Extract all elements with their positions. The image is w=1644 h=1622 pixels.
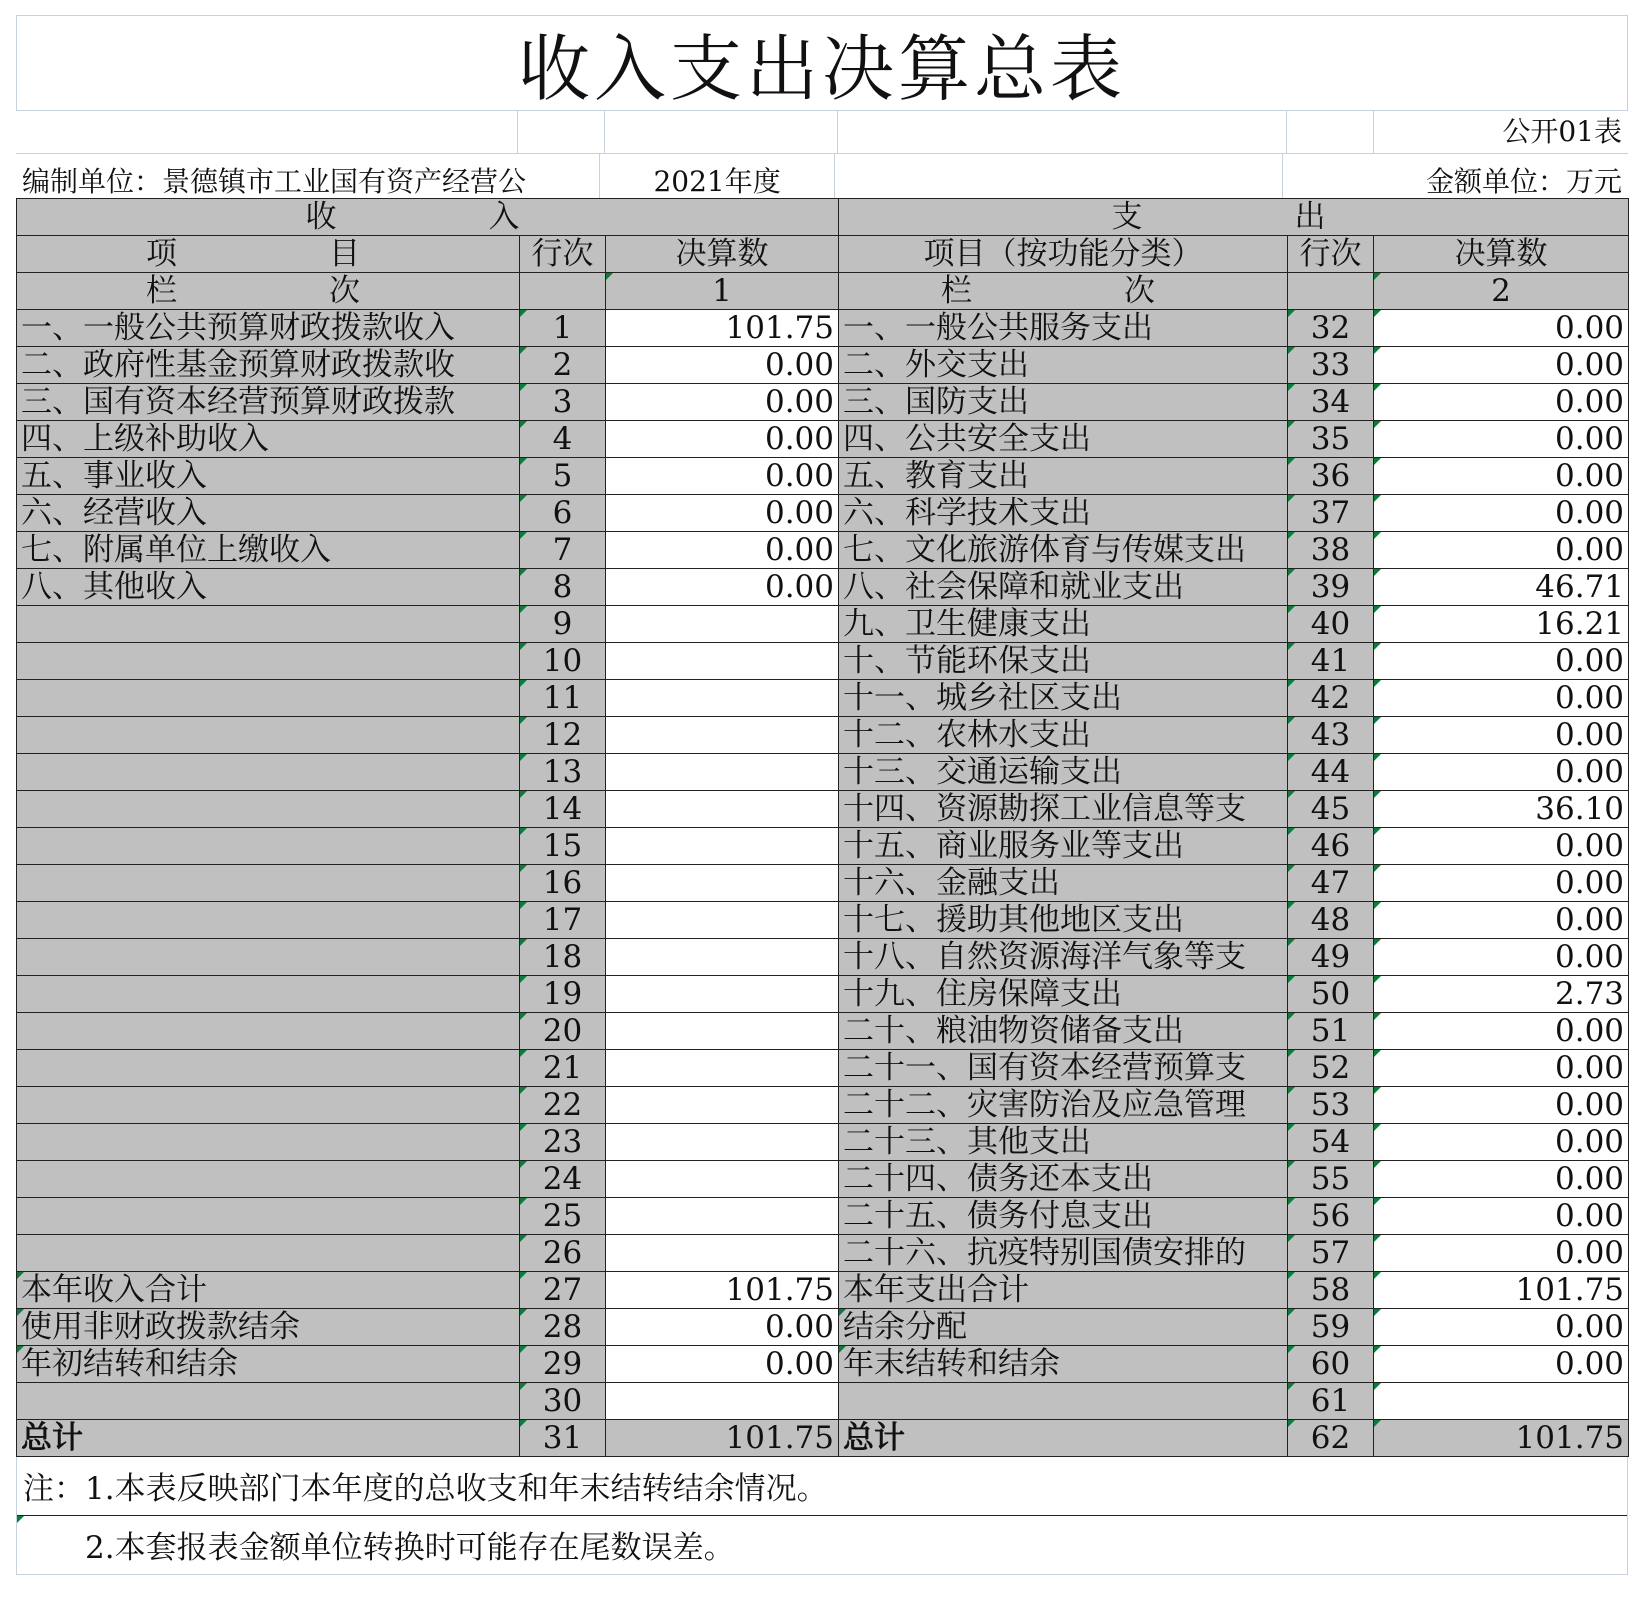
income-column-number: 1: [606, 273, 839, 310]
blank-cell: [518, 111, 605, 153]
income-amount: [606, 680, 839, 717]
income-item-name: [17, 643, 520, 680]
expense-group-header: 支 出: [839, 199, 1629, 236]
income-amount: [606, 1124, 839, 1161]
income-row-no: 30: [520, 1383, 606, 1420]
expense-item-name: 二、外交支出: [839, 347, 1288, 384]
expense-amount: 0.00: [1374, 680, 1629, 717]
table-row: [17, 495, 1629, 532]
expense-item-name: 三、国防支出: [839, 384, 1288, 421]
column-label-row: [17, 273, 1629, 310]
note-1: 注：1.本表反映部门本年度的总收支和年末结转结余情况。: [23, 1471, 828, 1507]
table-row: [17, 606, 1629, 643]
table-row: [17, 828, 1629, 865]
expense-row-no: 40: [1288, 606, 1374, 643]
expense-item-name: 二十、粮油物资储备支出: [839, 1013, 1288, 1050]
expense-row-no: 57: [1288, 1235, 1374, 1272]
expense-amount: 0.00: [1374, 828, 1629, 865]
income-amount: 0.00: [606, 1346, 839, 1383]
income-amount: 101.75: [606, 310, 839, 347]
expense-row-no: 42: [1288, 680, 1374, 717]
income-row-no: 8: [520, 569, 606, 606]
expense-row-no: 41: [1288, 643, 1374, 680]
income-row-no: 27: [520, 1272, 606, 1309]
income-item-name: 年初结转和结余: [17, 1346, 520, 1383]
income-row-no: 16: [520, 865, 606, 902]
expense-item-name: 十三、交通运输支出: [839, 754, 1288, 791]
income-amount: [606, 828, 839, 865]
expense-amount: 0.00: [1374, 532, 1629, 569]
income-row-no: 6: [520, 495, 606, 532]
info-row: [16, 153, 1628, 198]
income-item-name: [17, 1235, 520, 1272]
expense-row-no: 61: [1288, 1383, 1374, 1420]
expense-amount: 0.00: [1374, 1346, 1629, 1383]
income-row-no: 17: [520, 902, 606, 939]
expense-amount: 101.75: [1374, 1420, 1629, 1457]
expense-row-no: 47: [1288, 865, 1374, 902]
income-amount: [606, 939, 839, 976]
income-amount: [606, 1013, 839, 1050]
expense-row-no: 34: [1288, 384, 1374, 421]
expense-row-no: 53: [1288, 1087, 1374, 1124]
income-item-name: 二、政府性基金预算财政拨款收: [17, 347, 520, 384]
expense-item-name: 七、文化旅游体育与传媒支出: [839, 532, 1288, 569]
expense-amount-header: 决算数: [1374, 236, 1629, 273]
income-amount: [606, 902, 839, 939]
expense-amount: 0.00: [1374, 458, 1629, 495]
income-amount: 0.00: [606, 532, 839, 569]
table-row: [17, 865, 1629, 902]
blank-cell: [1287, 111, 1374, 153]
blank-cell: [16, 111, 518, 153]
expense-amount: 0.00: [1374, 310, 1629, 347]
income-amount: 0.00: [606, 458, 839, 495]
income-item-name: 五、事业收入: [17, 458, 520, 495]
income-item-name: 八、其他收入: [17, 569, 520, 606]
income-item-name: [17, 606, 520, 643]
expense-amount: 0.00: [1374, 1198, 1629, 1235]
expense-amount: 0.00: [1374, 754, 1629, 791]
expense-row-no: 44: [1288, 754, 1374, 791]
income-group-header: 收 入: [17, 199, 839, 236]
income-amount: [606, 1050, 839, 1087]
income-item-name: [17, 754, 520, 791]
income-item-name: [17, 828, 520, 865]
expense-amount: 36.10: [1374, 791, 1629, 828]
expense-row-no: 43: [1288, 717, 1374, 754]
table-row: [17, 791, 1629, 828]
table-row: [17, 310, 1629, 347]
table-row: [17, 1124, 1629, 1161]
income-amount: [606, 1161, 839, 1198]
income-item-name: [17, 1050, 520, 1087]
income-row-no: 2: [520, 347, 606, 384]
income-row-no: 4: [520, 421, 606, 458]
income-item-name: 三、国有资本经营预算财政拨款: [17, 384, 520, 421]
income-item-name: 使用非财政拨款结余: [17, 1309, 520, 1346]
expense-item-name: 结余分配: [839, 1309, 1288, 1346]
income-item-name: [17, 791, 520, 828]
expense-item-name: 五、教育支出: [839, 458, 1288, 495]
expense-row-no: 48: [1288, 902, 1374, 939]
expense-amount: 0.00: [1374, 643, 1629, 680]
income-amount: 0.00: [606, 569, 839, 606]
table-row: [17, 1087, 1629, 1124]
table-row: [17, 1420, 1629, 1457]
table-code: 公开01表: [1502, 115, 1623, 148]
income-amount-header: 决算数: [606, 236, 839, 273]
expense-row-no: 38: [1288, 532, 1374, 569]
income-item-name: [17, 717, 520, 754]
income-item-header: 项 目: [17, 236, 520, 273]
page-title: 收入支出决算总表: [517, 27, 1126, 111]
blank-cell: [838, 111, 1287, 153]
table-row: [17, 939, 1629, 976]
expense-item-name: 十、节能环保支出: [839, 643, 1288, 680]
blank-cell: [520, 273, 606, 310]
expense-row-no: 37: [1288, 495, 1374, 532]
expense-row-no: 45: [1288, 791, 1374, 828]
table-row: [17, 976, 1629, 1013]
note-2: 2.本套报表金额单位转换时可能存在尾数误差。: [17, 1515, 1627, 1574]
income-item-name: [17, 1124, 520, 1161]
table-row: [17, 569, 1629, 606]
table-row: [17, 421, 1629, 458]
income-row-no: 12: [520, 717, 606, 754]
expense-amount: 0.00: [1374, 865, 1629, 902]
income-row-no: 31: [520, 1420, 606, 1457]
expense-item-name: 十二、农林水支出: [839, 717, 1288, 754]
expense-item-name: 年末结转和结余: [839, 1346, 1288, 1383]
income-row-no: 11: [520, 680, 606, 717]
expense-amount: 101.75: [1374, 1272, 1629, 1309]
income-item-name: [17, 1161, 520, 1198]
income-amount: 0.00: [606, 347, 839, 384]
expense-amount: 0.00: [1374, 347, 1629, 384]
expense-row-no: 60: [1288, 1346, 1374, 1383]
income-amount: 0.00: [606, 1309, 839, 1346]
income-item-name: [17, 939, 520, 976]
group-header-row: [17, 199, 1629, 236]
table-row: [17, 1198, 1629, 1235]
expense-amount: 46.71: [1374, 569, 1629, 606]
income-amount: 0.00: [606, 384, 839, 421]
year-label: 2021年度: [600, 154, 836, 198]
column-header-row: [17, 236, 1629, 273]
expense-amount: 0.00: [1374, 1124, 1629, 1161]
income-row-no: 20: [520, 1013, 606, 1050]
income-amount: [606, 791, 839, 828]
amount-unit: 金额单位：万元: [1425, 165, 1622, 198]
expense-row-no: 52: [1288, 1050, 1374, 1087]
table-row: [17, 458, 1629, 495]
table-row: [17, 1161, 1629, 1198]
expense-item-name: 十四、资源勘探工业信息等支: [839, 791, 1288, 828]
notes: [16, 1457, 1628, 1575]
expense-amount: 0.00: [1374, 421, 1629, 458]
expense-row-no: 46: [1288, 828, 1374, 865]
income-column-label: 栏 次: [17, 273, 520, 310]
income-row-no: 26: [520, 1235, 606, 1272]
income-row-no: 5: [520, 458, 606, 495]
blank-cell: [1288, 273, 1374, 310]
income-row-no: 14: [520, 791, 606, 828]
income-amount: [606, 1087, 839, 1124]
income-amount: [606, 1198, 839, 1235]
expense-row-no: 33: [1288, 347, 1374, 384]
expense-amount: 0.00: [1374, 1235, 1629, 1272]
income-amount: [606, 754, 839, 791]
expense-row-no: 39: [1288, 569, 1374, 606]
expense-row-no: 32: [1288, 310, 1374, 347]
expense-item-name: 十九、住房保障支出: [839, 976, 1288, 1013]
income-amount: 101.75: [606, 1420, 839, 1457]
expense-row-no-header: 行次: [1288, 236, 1374, 273]
income-row-no: 23: [520, 1124, 606, 1161]
income-amount: [606, 717, 839, 754]
expense-item-name: 二十六、抗疫特别国债安排的: [839, 1235, 1288, 1272]
expense-amount: 0.00: [1374, 717, 1629, 754]
expense-amount: 0.00: [1374, 495, 1629, 532]
income-row-no: 3: [520, 384, 606, 421]
income-row-no: 9: [520, 606, 606, 643]
table-row: [17, 680, 1629, 717]
income-amount: [606, 1383, 839, 1420]
income-item-name: 六、经营收入: [17, 495, 520, 532]
expense-amount: 0.00: [1374, 1161, 1629, 1198]
expense-amount: 0.00: [1374, 939, 1629, 976]
expense-amount: 16.21: [1374, 606, 1629, 643]
expense-amount: 0.00: [1374, 1013, 1629, 1050]
budget-table: [16, 198, 1629, 1457]
expense-amount: 0.00: [1374, 384, 1629, 421]
income-amount: 101.75: [606, 1272, 839, 1309]
income-row-no-header: 行次: [520, 236, 606, 273]
income-amount: [606, 1235, 839, 1272]
report-sheet: [16, 15, 1628, 1575]
expense-row-no: 50: [1288, 976, 1374, 1013]
table-row: [17, 1013, 1629, 1050]
expense-item-name: 本年支出合计: [839, 1272, 1288, 1309]
expense-item-name: 二十五、债务付息支出: [839, 1198, 1288, 1235]
table-row: [17, 754, 1629, 791]
table-row: [17, 1383, 1629, 1420]
income-row-no: 10: [520, 643, 606, 680]
expense-item-name: 总计: [839, 1420, 1288, 1457]
unit-label: 编制单位：景德镇市工业国有资产经营公: [16, 154, 600, 198]
income-item-name: 七、附属单位上缴收入: [17, 532, 520, 569]
expense-amount: [1374, 1383, 1629, 1420]
expense-amount: 0.00: [1374, 1309, 1629, 1346]
income-row-no: 19: [520, 976, 606, 1013]
income-amount: 0.00: [606, 495, 839, 532]
expense-item-name: [839, 1383, 1288, 1420]
table-row: [17, 347, 1629, 384]
expense-amount: 0.00: [1374, 902, 1629, 939]
income-row-no: 29: [520, 1346, 606, 1383]
table-row: [17, 1346, 1629, 1383]
expense-row-no: 59: [1288, 1309, 1374, 1346]
expense-amount: 0.00: [1374, 1050, 1629, 1087]
table-row: [17, 1235, 1629, 1272]
income-item-name: 总计: [17, 1420, 520, 1457]
income-row-no: 1: [520, 310, 606, 347]
table-body: [17, 310, 1629, 1457]
income-row-no: 28: [520, 1309, 606, 1346]
income-item-name: 一、一般公共预算财政拨款收入: [17, 310, 520, 347]
expense-column-label: 栏 次: [839, 273, 1288, 310]
expense-item-name: 一、一般公共服务支出: [839, 310, 1288, 347]
income-amount: [606, 865, 839, 902]
income-amount: [606, 643, 839, 680]
blank-cell: [605, 111, 838, 153]
table-row: [17, 1309, 1629, 1346]
income-row-no: 22: [520, 1087, 606, 1124]
income-amount: [606, 976, 839, 1013]
table-row: [17, 902, 1629, 939]
income-amount: 0.00: [606, 421, 839, 458]
expense-amount: 2.73: [1374, 976, 1629, 1013]
expense-item-name: 十七、援助其他地区支出: [839, 902, 1288, 939]
expense-row-no: 55: [1288, 1161, 1374, 1198]
expense-row-no: 49: [1288, 939, 1374, 976]
income-item-name: [17, 1198, 520, 1235]
expense-row-no: 54: [1288, 1124, 1374, 1161]
title-row: [16, 15, 1628, 110]
income-row-no: 15: [520, 828, 606, 865]
expense-item-name: 十八、自然资源海洋气象等支: [839, 939, 1288, 976]
expense-amount: 0.00: [1374, 1087, 1629, 1124]
expense-item-name: 十一、城乡社区支出: [839, 680, 1288, 717]
expense-item-name: 九、卫生健康支出: [839, 606, 1288, 643]
expense-column-number: 2: [1374, 273, 1629, 310]
table-row: [17, 1272, 1629, 1309]
expense-row-no: 51: [1288, 1013, 1374, 1050]
expense-item-name: 二十二、灾害防治及应急管理: [839, 1087, 1288, 1124]
expense-row-no: 62: [1288, 1420, 1374, 1457]
expense-row-no: 36: [1288, 458, 1374, 495]
table-row: [17, 1050, 1629, 1087]
expense-item-name: 二十四、债务还本支出: [839, 1161, 1288, 1198]
income-item-name: 四、上级补助收入: [17, 421, 520, 458]
table-row: [17, 643, 1629, 680]
table-row: [17, 717, 1629, 754]
income-amount: [606, 606, 839, 643]
income-row-no: 13: [520, 754, 606, 791]
expense-row-no: 35: [1288, 421, 1374, 458]
income-row-no: 21: [520, 1050, 606, 1087]
expense-item-name: 四、公共安全支出: [839, 421, 1288, 458]
expense-item-name: 二十一、国有资本经营预算支: [839, 1050, 1288, 1087]
income-item-name: [17, 865, 520, 902]
expense-item-header: 项目（按功能分类）: [839, 236, 1288, 273]
expense-item-name: 二十三、其他支出: [839, 1124, 1288, 1161]
expense-item-name: 八、社会保障和就业支出: [839, 569, 1288, 606]
income-item-name: [17, 1383, 520, 1420]
table-row: [17, 384, 1629, 421]
expense-row-no: 58: [1288, 1272, 1374, 1309]
income-item-name: [17, 902, 520, 939]
expense-item-name: 十五、商业服务业等支出: [839, 828, 1288, 865]
expense-item-name: 六、科学技术支出: [839, 495, 1288, 532]
code-row: [16, 110, 1628, 153]
income-row-no: 7: [520, 532, 606, 569]
income-item-name: [17, 976, 520, 1013]
table-row: [17, 532, 1629, 569]
income-row-no: 25: [520, 1198, 606, 1235]
expense-item-name: 十六、金融支出: [839, 865, 1288, 902]
income-row-no: 18: [520, 939, 606, 976]
income-row-no: 24: [520, 1161, 606, 1198]
income-item-name: 本年收入合计: [17, 1272, 520, 1309]
income-item-name: [17, 1087, 520, 1124]
income-item-name: [17, 680, 520, 717]
expense-row-no: 56: [1288, 1198, 1374, 1235]
income-item-name: [17, 1013, 520, 1050]
blank-cell: [835, 154, 1282, 198]
